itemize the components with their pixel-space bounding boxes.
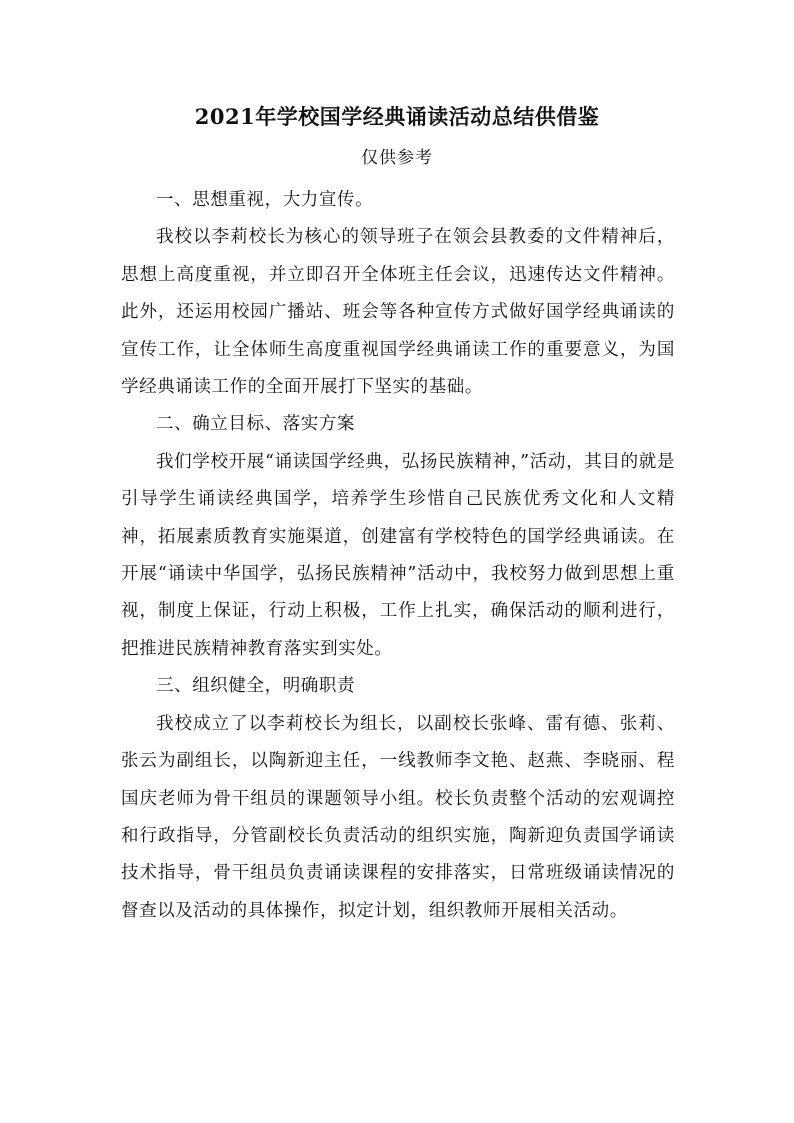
section-paragraph-3: 我校成立了以李莉校长为组长，以副校长张峰、雷有德、张莉、张云为副组长，以陶新迎主任，一线教师李文艳、赵燕、李晓丽、程国庆老师为骨干组员的课题领导小组。校长负责整个活动的宏观调控和行政指导，分管副校长负责活动的组织实施，陶新迎负责国学诵读技术指导，骨干组员负责诵读课程的安排落实，日常班级诵读情况的督查以及活动的具体操作，拟定计划，组织教师开展相关活动。 — [121, 713, 675, 921]
section-heading-2: 二、确立目标、落实方案 — [156, 414, 356, 435]
section-paragraph-2: 我们学校开展“诵读国学经典，弘扬民族精神，”活动，其目的就是引导学生诵读经典国学，培养学生珍惜自己民族优秀文化和人文精神，拓展素质教育实施渠道，创建富有学校特色的国学经典诵读。在开展“诵读中华国学，弘扬民族精神”活动中，我校努力做到思想上重视，制度上保证，行动上积极，工作上扎实，确保活动的顺利进行，把推进民族精神教育落实到实处。 — [121, 451, 676, 659]
section-paragraph-1: 我校以李莉校长为核心的领导班子在领会县教委的文件精神后，思想上高度重视，并立即召开全体班主任会议，迅速传达文件精神。此外，还运用校园广播站、班会等各种宣传方式做好国学经典诵读的宣传工作，让全体师生高度重视国学经典诵读工作的重要意义，为国学经典诵读工作的全面开展打下坚实的基础。 — [121, 227, 675, 398]
section-heading-3: 三、组织健全，明确职责 — [156, 676, 356, 697]
document-title: 2021年学校国学经典诵读活动总结供借鉴 — [194, 104, 600, 129]
document-body — [121, 182, 675, 930]
section-heading-1: 一、思想重视，大力宣传。 — [156, 190, 374, 210]
document-subtitle: 仅供参考 — [361, 148, 433, 168]
